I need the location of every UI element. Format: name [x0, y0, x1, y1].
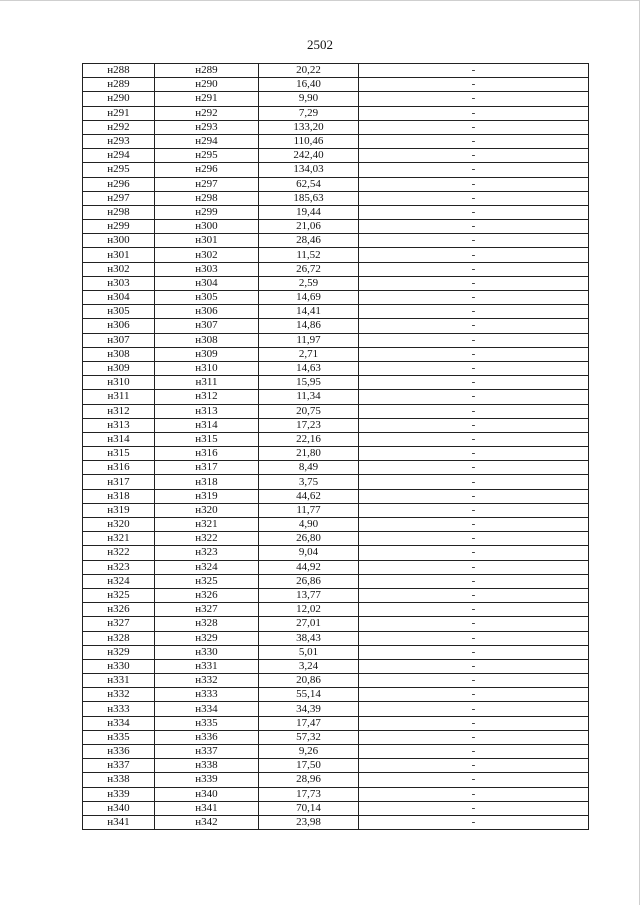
table-row: [83, 631, 589, 645]
distance-cell: 23,98: [259, 815, 359, 829]
table-row: [83, 291, 589, 305]
note-cell: -: [359, 659, 589, 673]
point-to-cell: н335: [155, 716, 259, 730]
table-row: [83, 787, 589, 801]
distance-cell: 133,20: [259, 120, 359, 134]
distance-cell: 20,75: [259, 404, 359, 418]
distance-cell: 27,01: [259, 617, 359, 631]
table-row: [83, 106, 589, 120]
distance-cell: 17,50: [259, 759, 359, 773]
note-cell: -: [359, 347, 589, 361]
point-to-cell: н303: [155, 262, 259, 276]
point-from-cell: н302: [83, 262, 155, 276]
table-row: [83, 361, 589, 375]
point-to-cell: н289: [155, 64, 259, 78]
distance-cell: 17,47: [259, 716, 359, 730]
point-from-cell: н336: [83, 745, 155, 759]
point-to-cell: н327: [155, 603, 259, 617]
distance-cell: 14,63: [259, 361, 359, 375]
distance-cell: 17,23: [259, 418, 359, 432]
note-cell: -: [359, 78, 589, 92]
table-row: [83, 546, 589, 560]
distance-cell: 8,49: [259, 461, 359, 475]
distance-cell: 7,29: [259, 106, 359, 120]
point-to-cell: н292: [155, 106, 259, 120]
distance-cell: 4,90: [259, 518, 359, 532]
point-from-cell: н291: [83, 106, 155, 120]
table-row: [83, 432, 589, 446]
point-from-cell: н307: [83, 333, 155, 347]
note-cell: -: [359, 418, 589, 432]
point-from-cell: н303: [83, 276, 155, 290]
distance-cell: 19,44: [259, 205, 359, 219]
distance-cell: 185,63: [259, 191, 359, 205]
point-to-cell: н317: [155, 461, 259, 475]
point-to-cell: н320: [155, 503, 259, 517]
point-to-cell: н321: [155, 518, 259, 532]
note-cell: -: [359, 702, 589, 716]
point-to-cell: н307: [155, 319, 259, 333]
note-cell: -: [359, 262, 589, 276]
note-cell: -: [359, 503, 589, 517]
table-row: [83, 163, 589, 177]
point-to-cell: н313: [155, 404, 259, 418]
distance-cell: 2,59: [259, 276, 359, 290]
table-row: [83, 333, 589, 347]
point-from-cell: н306: [83, 319, 155, 333]
point-from-cell: н311: [83, 390, 155, 404]
point-to-cell: н296: [155, 163, 259, 177]
point-from-cell: н341: [83, 815, 155, 829]
point-from-cell: н301: [83, 248, 155, 262]
point-from-cell: н326: [83, 603, 155, 617]
point-to-cell: н309: [155, 347, 259, 361]
scan-edge-top: [0, 0, 640, 1]
table-row: [83, 801, 589, 815]
point-to-cell: н300: [155, 220, 259, 234]
note-cell: -: [359, 177, 589, 191]
point-to-cell: н333: [155, 688, 259, 702]
point-from-cell: н290: [83, 92, 155, 106]
point-to-cell: н290: [155, 78, 259, 92]
distance-cell: 14,86: [259, 319, 359, 333]
point-to-cell: н342: [155, 815, 259, 829]
table-row: [83, 773, 589, 787]
table-row: [83, 645, 589, 659]
point-from-cell: н335: [83, 730, 155, 744]
point-from-cell: н329: [83, 645, 155, 659]
note-cell: -: [359, 461, 589, 475]
point-from-cell: н339: [83, 787, 155, 801]
distance-cell: 57,32: [259, 730, 359, 744]
distance-cell: 9,26: [259, 745, 359, 759]
distance-cell: 26,80: [259, 532, 359, 546]
note-cell: -: [359, 404, 589, 418]
note-cell: -: [359, 149, 589, 163]
point-from-cell: н317: [83, 475, 155, 489]
table-row: [83, 745, 589, 759]
point-from-cell: н315: [83, 447, 155, 461]
point-from-cell: н308: [83, 347, 155, 361]
table-row: [83, 64, 589, 78]
table-row: [83, 149, 589, 163]
note-cell: -: [359, 319, 589, 333]
table-row: [83, 730, 589, 744]
note-cell: -: [359, 801, 589, 815]
point-from-cell: н324: [83, 574, 155, 588]
table-row: [83, 759, 589, 773]
table-row: [83, 503, 589, 517]
point-from-cell: н298: [83, 205, 155, 219]
note-cell: -: [359, 134, 589, 148]
note-cell: -: [359, 631, 589, 645]
point-to-cell: н341: [155, 801, 259, 815]
table-row: [83, 120, 589, 134]
point-to-cell: н306: [155, 305, 259, 319]
distance-cell: 11,77: [259, 503, 359, 517]
point-to-cell: н312: [155, 390, 259, 404]
distance-cell: 5,01: [259, 645, 359, 659]
distance-cell: 110,46: [259, 134, 359, 148]
point-to-cell: н304: [155, 276, 259, 290]
distance-cell: 11,34: [259, 390, 359, 404]
note-cell: -: [359, 305, 589, 319]
point-from-cell: н316: [83, 461, 155, 475]
point-from-cell: н318: [83, 489, 155, 503]
note-cell: -: [359, 191, 589, 205]
note-cell: -: [359, 248, 589, 262]
note-cell: -: [359, 92, 589, 106]
point-from-cell: н330: [83, 659, 155, 673]
point-from-cell: н289: [83, 78, 155, 92]
table-row: [83, 319, 589, 333]
table-row: [83, 418, 589, 432]
note-cell: -: [359, 688, 589, 702]
point-to-cell: н291: [155, 92, 259, 106]
table-row: [83, 716, 589, 730]
distance-cell: 16,40: [259, 78, 359, 92]
point-to-cell: н319: [155, 489, 259, 503]
distance-cell: 14,69: [259, 291, 359, 305]
table-row: [83, 262, 589, 276]
note-cell: -: [359, 674, 589, 688]
point-to-cell: н334: [155, 702, 259, 716]
distance-cell: 12,02: [259, 603, 359, 617]
point-from-cell: н312: [83, 404, 155, 418]
point-to-cell: н308: [155, 333, 259, 347]
point-to-cell: н331: [155, 659, 259, 673]
point-to-cell: н326: [155, 588, 259, 602]
note-cell: -: [359, 759, 589, 773]
table-row: [83, 815, 589, 829]
distance-cell: 242,40: [259, 149, 359, 163]
table-row: [83, 518, 589, 532]
distance-cell: 26,86: [259, 574, 359, 588]
distance-cell: 62,54: [259, 177, 359, 191]
table-row: [83, 560, 589, 574]
point-to-cell: н293: [155, 120, 259, 134]
point-from-cell: н333: [83, 702, 155, 716]
point-to-cell: н295: [155, 149, 259, 163]
point-from-cell: н327: [83, 617, 155, 631]
point-from-cell: н340: [83, 801, 155, 815]
distance-cell: 3,24: [259, 659, 359, 673]
distance-cell: 13,77: [259, 588, 359, 602]
distance-cell: 38,43: [259, 631, 359, 645]
point-from-cell: н319: [83, 503, 155, 517]
note-cell: -: [359, 234, 589, 248]
page-number: 2502: [307, 37, 333, 52]
point-from-cell: н297: [83, 191, 155, 205]
note-cell: -: [359, 447, 589, 461]
point-from-cell: н288: [83, 64, 155, 78]
distance-cell: 9,04: [259, 546, 359, 560]
point-to-cell: н332: [155, 674, 259, 688]
note-cell: -: [359, 518, 589, 532]
point-to-cell: н322: [155, 532, 259, 546]
distance-cell: 20,86: [259, 674, 359, 688]
note-cell: -: [359, 815, 589, 829]
point-to-cell: н318: [155, 475, 259, 489]
point-from-cell: н296: [83, 177, 155, 191]
distance-cell: 55,14: [259, 688, 359, 702]
distance-cell: 28,96: [259, 773, 359, 787]
table-row: [83, 220, 589, 234]
point-from-cell: н337: [83, 759, 155, 773]
distance-cell: 134,03: [259, 163, 359, 177]
note-cell: -: [359, 276, 589, 290]
table-row: [83, 134, 589, 148]
point-from-cell: н299: [83, 220, 155, 234]
note-cell: -: [359, 532, 589, 546]
note-cell: -: [359, 588, 589, 602]
table-row: [83, 248, 589, 262]
note-cell: -: [359, 361, 589, 375]
note-cell: -: [359, 220, 589, 234]
point-to-cell: н329: [155, 631, 259, 645]
distance-cell: 11,52: [259, 248, 359, 262]
note-cell: -: [359, 603, 589, 617]
note-cell: -: [359, 106, 589, 120]
point-to-cell: н314: [155, 418, 259, 432]
note-cell: -: [359, 489, 589, 503]
distance-cell: 22,16: [259, 432, 359, 446]
point-to-cell: н323: [155, 546, 259, 560]
note-cell: -: [359, 432, 589, 446]
point-from-cell: н305: [83, 305, 155, 319]
point-to-cell: н338: [155, 759, 259, 773]
note-cell: -: [359, 773, 589, 787]
point-from-cell: н320: [83, 518, 155, 532]
note-cell: -: [359, 716, 589, 730]
point-from-cell: н334: [83, 716, 155, 730]
point-to-cell: н325: [155, 574, 259, 588]
note-cell: -: [359, 787, 589, 801]
point-to-cell: н330: [155, 645, 259, 659]
point-to-cell: н315: [155, 432, 259, 446]
note-cell: -: [359, 546, 589, 560]
distance-cell: 21,80: [259, 447, 359, 461]
point-to-cell: н336: [155, 730, 259, 744]
table-row: [83, 702, 589, 716]
note-cell: -: [359, 376, 589, 390]
distance-cell: 34,39: [259, 702, 359, 716]
distance-cell: 70,14: [259, 801, 359, 815]
point-to-cell: н301: [155, 234, 259, 248]
table-row: [83, 674, 589, 688]
distance-cell: 28,46: [259, 234, 359, 248]
point-to-cell: н339: [155, 773, 259, 787]
point-to-cell: н297: [155, 177, 259, 191]
note-cell: -: [359, 333, 589, 347]
distance-cell: 11,97: [259, 333, 359, 347]
table-row: [83, 659, 589, 673]
note-cell: -: [359, 745, 589, 759]
distance-cell: 15,95: [259, 376, 359, 390]
note-cell: -: [359, 64, 589, 78]
distance-cell: 26,72: [259, 262, 359, 276]
table-row: [83, 390, 589, 404]
note-cell: -: [359, 205, 589, 219]
distance-cell: 14,41: [259, 305, 359, 319]
point-to-cell: н310: [155, 361, 259, 375]
table-row: [83, 92, 589, 106]
note-cell: -: [359, 730, 589, 744]
point-from-cell: н313: [83, 418, 155, 432]
note-cell: -: [359, 475, 589, 489]
point-to-cell: н298: [155, 191, 259, 205]
point-to-cell: н324: [155, 560, 259, 574]
point-to-cell: н328: [155, 617, 259, 631]
point-from-cell: н300: [83, 234, 155, 248]
point-from-cell: н338: [83, 773, 155, 787]
point-from-cell: н331: [83, 674, 155, 688]
note-cell: -: [359, 574, 589, 588]
distance-cell: 2,71: [259, 347, 359, 361]
table-row: [83, 234, 589, 248]
point-to-cell: н299: [155, 205, 259, 219]
table-row: [83, 532, 589, 546]
point-to-cell: н337: [155, 745, 259, 759]
table-row: [83, 376, 589, 390]
point-from-cell: н292: [83, 120, 155, 134]
distance-cell: 44,92: [259, 560, 359, 574]
note-cell: -: [359, 617, 589, 631]
table-row: [83, 574, 589, 588]
table-row: [83, 588, 589, 602]
distance-cell: 9,90: [259, 92, 359, 106]
table-row: [83, 276, 589, 290]
distance-cell: 20,22: [259, 64, 359, 78]
distance-cell: 3,75: [259, 475, 359, 489]
point-from-cell: н293: [83, 134, 155, 148]
table-body: [83, 64, 589, 830]
table-row: [83, 205, 589, 219]
point-from-cell: н309: [83, 361, 155, 375]
point-to-cell: н294: [155, 134, 259, 148]
table-row: [83, 404, 589, 418]
point-from-cell: н314: [83, 432, 155, 446]
distance-cell: 44,62: [259, 489, 359, 503]
point-to-cell: н316: [155, 447, 259, 461]
point-to-cell: н340: [155, 787, 259, 801]
table-row: [83, 305, 589, 319]
point-to-cell: н302: [155, 248, 259, 262]
point-from-cell: н294: [83, 149, 155, 163]
point-from-cell: н295: [83, 163, 155, 177]
point-from-cell: н325: [83, 588, 155, 602]
boundary-points-table: [82, 63, 589, 830]
note-cell: -: [359, 560, 589, 574]
note-cell: -: [359, 390, 589, 404]
table-row: [83, 688, 589, 702]
point-to-cell: н305: [155, 291, 259, 305]
table-row: [83, 475, 589, 489]
table-row: [83, 603, 589, 617]
table-row: [83, 347, 589, 361]
distance-cell: 17,73: [259, 787, 359, 801]
table-row: [83, 177, 589, 191]
note-cell: -: [359, 120, 589, 134]
point-from-cell: н328: [83, 631, 155, 645]
distance-cell: 21,06: [259, 220, 359, 234]
note-cell: -: [359, 291, 589, 305]
table-row: [83, 78, 589, 92]
point-from-cell: н304: [83, 291, 155, 305]
point-from-cell: н323: [83, 560, 155, 574]
table-row: [83, 461, 589, 475]
table-row: [83, 489, 589, 503]
point-to-cell: н311: [155, 376, 259, 390]
point-from-cell: н310: [83, 376, 155, 390]
table-row: [83, 617, 589, 631]
note-cell: -: [359, 163, 589, 177]
point-from-cell: н321: [83, 532, 155, 546]
table-row: [83, 447, 589, 461]
point-from-cell: н332: [83, 688, 155, 702]
table-row: [83, 191, 589, 205]
note-cell: -: [359, 645, 589, 659]
point-from-cell: н322: [83, 546, 155, 560]
